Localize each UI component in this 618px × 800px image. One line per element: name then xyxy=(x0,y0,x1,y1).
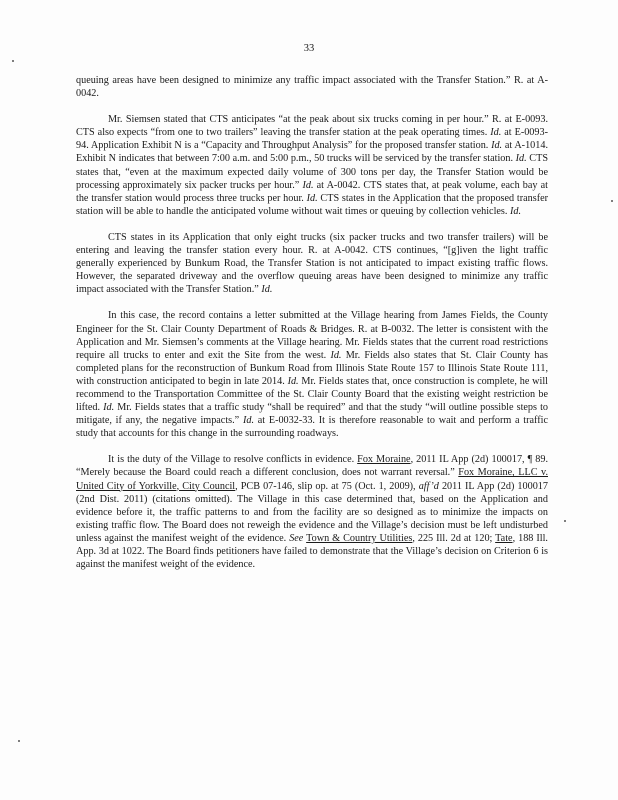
scan-speck xyxy=(564,520,566,522)
italic-signal: Id. xyxy=(103,402,115,414)
scan-speck xyxy=(12,60,14,62)
text-run: at E-0032-33. It is therefore reasonable to wait and perform a traffic study that accounts for this change in the surrounding roadways. xyxy=(76,415,548,440)
text-run: , 188 Ill. App. 3d at 1022. The Board finds petitioners have failed to demonstrate that the Village’s decision on Criterion 6 is against the manifest weight of the evidence. xyxy=(76,532,548,571)
italic-signal: See xyxy=(289,532,304,544)
text-run: at A-0042. CTS states that, at peak volume, each bay at the transfer station would process three trucks per hour. xyxy=(76,179,548,204)
italic-signal: Id. xyxy=(261,284,273,296)
citation-case-name: Fox Moraine xyxy=(357,454,411,466)
italic-signal: aff’d xyxy=(418,480,439,492)
italic-signal: Id. xyxy=(510,205,522,217)
text-run: Mr. Fields also states that St. Clair County has completed plans for the reconstruction of Bunkum Road from Illinois State Route 157 to Illinois State Route 111, with construction anticipated to begin in late 2014. xyxy=(76,349,548,387)
text-run: , 2011 IL App (2d) 100017, ¶ 89. “Merely because the Board could reach a different conclusion, does not warrant reversal.” xyxy=(76,454,548,479)
text-run: Mr. Fields states that a traffic study “shall be required” and that the study “will outline possible steps to mitigate, if any, the negative impacts.” xyxy=(76,402,548,427)
text-run: Mr. Fields states that, once construction is complete, he will recommend to the Transportation Committee of the St. Clair County Board that the existing weight restriction be lifted. xyxy=(76,375,548,414)
scan-speck xyxy=(611,200,613,202)
italic-signal: Id. xyxy=(490,127,502,139)
text-run: at A-1014. Exhibit N indicates that between 7:00 a.m. and 5:00 p.m., 50 trucks will be serviced by the transfer station. xyxy=(76,140,548,165)
text-run: CTS states in its Application that only eight trucks (six packer trucks and two transfer trailers) will be entering and leaving the transfer station every hour. R. at A-0042. CTS continues, “[g]iven the light traffic generally experienced by Bunkum Road, the Transfer Station is not anticipated to impact existing traffic flows. However, the separated driveway and the overflow queuing areas have been designed to minimize any traffic impact associated with the Transfer Station.” xyxy=(76,231,548,296)
italic-signal: Id. xyxy=(302,179,314,191)
citation-case-name: Tate xyxy=(495,532,513,544)
text-run: queuing areas have been designed to minimize any traffic impact associated with the Transfer Station.” R. at A-0042. xyxy=(76,75,548,100)
text-run: Mr. Siemsen stated that CTS anticipates “at the peak about six trucks coming in per hour.” R. at E-0093. CTS also expects “from one to two trailers” leaving the transfer station at the peak operating times. xyxy=(76,114,548,139)
italic-signal: Id. xyxy=(287,375,299,387)
text-run: , PCB 07-146, slip op. at 75 (Oct. 1, 2009), xyxy=(235,480,419,492)
page-number: 33 xyxy=(303,43,315,54)
scan-speck xyxy=(18,740,20,742)
paragraph-4 xyxy=(76,309,548,440)
text-run: CTS states in the Application that the proposed transfer station will be able to handle the anticipated volume without wait times or queuing by collection vehicles. xyxy=(76,192,548,217)
body-text xyxy=(76,74,548,584)
paragraph-2 xyxy=(76,113,548,218)
italic-signal: Id. xyxy=(306,192,318,204)
italic-signal: Id. xyxy=(491,140,503,152)
paragraph-1 xyxy=(76,74,548,100)
italic-signal: Id. xyxy=(330,349,342,361)
text-run: It is the duty of the Village to resolve conflicts in evidence. xyxy=(108,454,358,466)
citation-case-name: Town & Country Utilities xyxy=(306,532,413,544)
text-run: , 225 Ill. 2d at 120; xyxy=(412,532,496,544)
text-run: CTS states that, “even at the maximum expected daily volume of 300 tons per day, the Transfer Station would be processing approximately six packer trucks per hour.” xyxy=(76,153,548,191)
citation-case-name: Fox Moraine, LLC v. United City of Yorkville, City Council xyxy=(76,467,548,492)
text-run: at E-0093-94. Application Exhibit N is a “Capacity and Throughput Analysis” for the proposed transfer station. xyxy=(76,127,548,152)
text-run: 2011 IL App (2d) 100017 (2nd Dist. 2011) (citations omitted). The Village in this case determined that, based on the Application and evidence before it, the traffic patterns to and from the facility are so designed as to minimize the impacts on existing traffic flow. The Board does not reweigh the evidence and the Village’s decision must be left undisturbed unless against the manifest weight of the evidence. xyxy=(76,480,548,544)
text-run: In this case, the record contains a letter submitted at the Village hearing from James Fields, the County Engineer for the St. Clair County Department of Roads & Bridges. R. at B-0032. The letter is consistent with the Application and Mr. Siemsen’s comments at the Village hearing. Mr. Fields states that the current road restrictions require all trucks to enter and exit the Site from the west. xyxy=(76,310,548,361)
italic-signal: Id. xyxy=(515,153,527,165)
paragraph-5 xyxy=(76,453,548,571)
italic-signal: Id. xyxy=(242,415,254,427)
paragraph-3 xyxy=(76,231,548,296)
